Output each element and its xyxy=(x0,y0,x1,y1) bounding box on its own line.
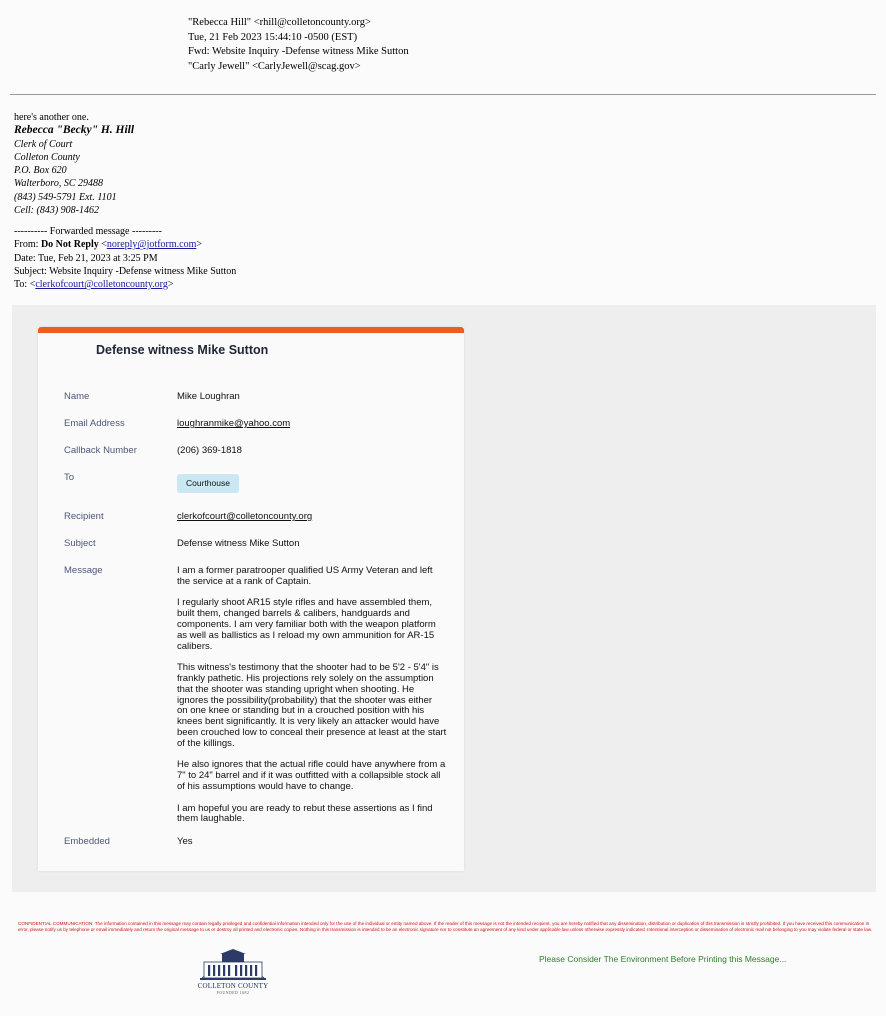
intro-text: here's another one. xyxy=(14,112,89,123)
form-title: Defense witness Mike Sutton xyxy=(96,343,269,357)
forwarded-subject: Subject: Website Inquiry -Defense witness Mike Sutton xyxy=(14,265,237,277)
field-label-embedded: Embedded xyxy=(64,836,110,847)
field-label-message: Message xyxy=(64,565,103,576)
environment-notice: Please Consider The Environment Before Printing this Message... xyxy=(539,954,787,964)
logo-subtext: FOUNDED 1682 xyxy=(216,991,250,995)
signature-org: Colleton County xyxy=(14,151,80,163)
forwarded-to: To: <clerkofcourt@colletoncounty.org> xyxy=(14,279,174,291)
forwarded-date: Date: Tue, Feb 21, 2023 at 3:25 PM xyxy=(14,252,158,264)
field-label-to: To xyxy=(64,472,75,483)
message-paragraph: I am hopeful you are ready to rebut these assertions as I find them laughable. xyxy=(177,802,433,825)
field-label-name: Name xyxy=(64,391,90,402)
signature-box: P.O. Box 620 xyxy=(14,165,67,177)
message-paragraph: This witness's testimony that the shooter had to be 5'2 - 5'4" is frankly pathetic. His projections rely solely on the assumption that the shooter was standing upright when shooting. He ignores the possibility(probability) that the shooter was either on one knee or standing but in a crouched position with his knees bent significantly. It is very likely an attacker would have been crouched low to conceal their presence at least at the start of the killings. xyxy=(177,662,447,749)
field-value-recipient-link[interactable]: clerkofcourt@colletoncounty.org xyxy=(177,511,313,522)
field-value-email-link[interactable]: loughranmike@yahoo.com xyxy=(177,418,291,429)
field-value-name: Mike Loughran xyxy=(177,391,240,402)
field-value-subject: Defense witness Mike Sutton xyxy=(177,538,300,549)
forwarded-from-email-link[interactable]: noreply@jotform.com xyxy=(106,239,197,251)
field-label-email: Email Address xyxy=(64,418,125,429)
signature-name: Rebecca "Becky" H. Hill xyxy=(14,124,135,137)
form-accent-bar xyxy=(38,327,464,333)
sent-date-value: Tue, 21 Feb 2023 15:44:10 -0500 (EST) xyxy=(188,31,358,43)
field-value-embedded: Yes xyxy=(177,836,193,847)
logo-text: COLLETON COUNTY xyxy=(197,982,269,990)
field-label-callback: Callback Number xyxy=(64,445,137,456)
forwarded-to-email-link[interactable]: clerkofcourt@colletoncounty.org xyxy=(35,279,168,291)
forwarded-message xyxy=(14,225,236,291)
field-label-recipient: Recipient xyxy=(64,511,104,522)
message-paragraph: He also ignores that the actual rifle could have anywhere from a 7" to 24" barrel and if it was outfitted with a collapsible stock all of his assumptions would have to change. xyxy=(177,759,446,792)
confidentiality-notice: CONFIDENTIAL COMMUNICATION: The information contained in this message may contain legally privileged and confidential information intended only for the use of the individual or entity named above. If the reader of this message is not the intended recipient, you are hereby notified that any dissemination, distribution or duplication of this transmission is strictly prohibited. If you have received this communication in error, please notify us by telephone or email immediately and return the original message to us or destroy all printed and electronic copies. Nothing in this transmission is intended to be an electronic signature nor to constitute an agreement of any kind under applicable law unless otherwise expressly indicated. Intentional interception or dissemination of electronic mail not belonging to you may violate federal or state law. xyxy=(18,921,873,932)
field-value-callback: (206) 369-1818 xyxy=(177,445,242,456)
signature-cell: Cell: (843) 908-1462 xyxy=(14,205,99,217)
forwarded-separator: ---------- Forwarded message --------- xyxy=(14,226,162,237)
subject-value: Fwd: Website Inquiry -Defense witness Mike Sutton xyxy=(188,46,409,57)
field-label-subject: Subject xyxy=(64,538,96,549)
signature-phone: (843) 549-5791 Ext. 1101 xyxy=(14,191,117,203)
message-paragraph: I am a former paratrooper qualified US Army Veteran and left the service at a rank of Captain. xyxy=(177,565,433,587)
message-paragraph: I regularly shoot AR15 style rifles and have assembled them, built them, changed barrels & calibers, handguards and components. I am very familiar both with the weapon platform as well as ballistics as I reload my own ammunition for AR-15 calibers. xyxy=(177,597,436,652)
header-divider xyxy=(10,94,876,95)
to-value: "Carly Jewell" <CarlyJewell@scag.gov> xyxy=(188,60,361,72)
from-value: "Rebecca Hill" <rhill@colletoncounty.org> xyxy=(188,17,371,28)
email-body xyxy=(14,111,134,217)
field-value-message xyxy=(177,566,447,836)
signature-city: Walterboro, SC 29488 xyxy=(14,178,103,190)
forwarded-from-name: Do Not Reply xyxy=(40,239,99,251)
field-value-to-chip: Courthouse xyxy=(177,474,239,493)
signature-title: Clerk of Court xyxy=(14,138,73,150)
forwarded-from: From: Do Not Reply <noreply@jotform.com> xyxy=(14,239,202,251)
